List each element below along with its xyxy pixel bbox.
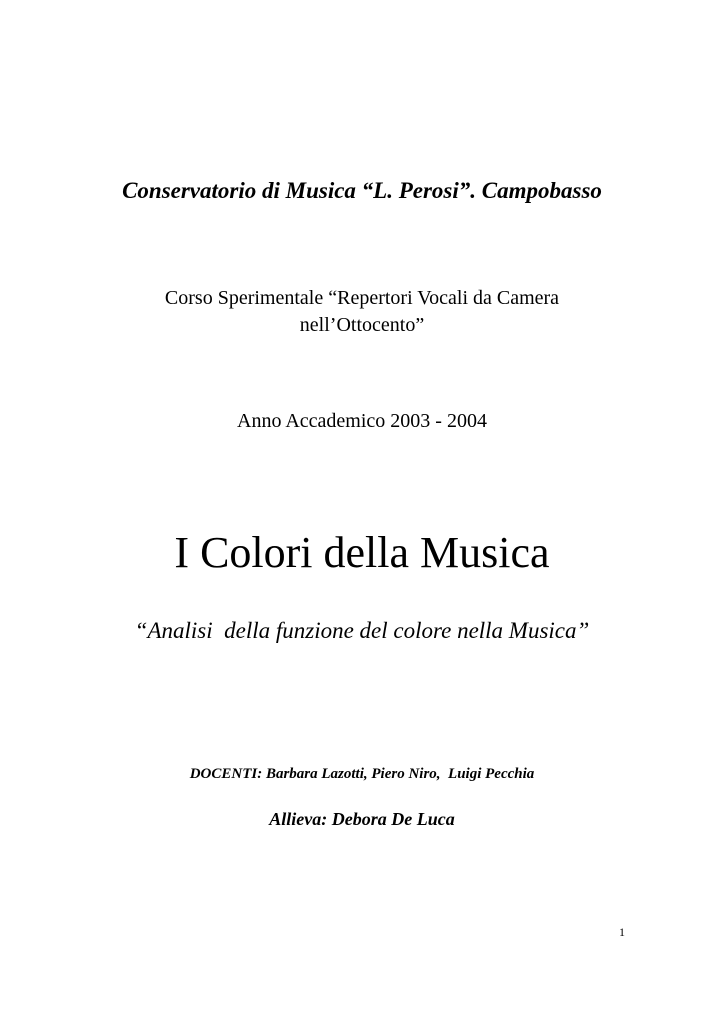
teachers-line: DOCENTI: Barbara Lazotti, Piero Niro, Luigi Pecchia <box>189 766 535 782</box>
course-title-line-2: nell’Ottocento” <box>299 314 425 336</box>
student-line: Allieva: Debora De Luca <box>269 809 455 829</box>
institution-heading: Conservatorio di Musica “L. Perosi”. Campobasso <box>122 178 602 203</box>
document-subtitle: “Analisi della funzione del colore nella Musica” <box>134 618 590 643</box>
page-number: 1 <box>619 925 625 939</box>
document-title: I Colori della Musica <box>174 528 550 577</box>
academic-year: Anno Accademico 2003 - 2004 <box>237 410 487 432</box>
course-title-line-1: Corso Sperimentale “Repertori Vocali da Camera <box>164 287 560 309</box>
